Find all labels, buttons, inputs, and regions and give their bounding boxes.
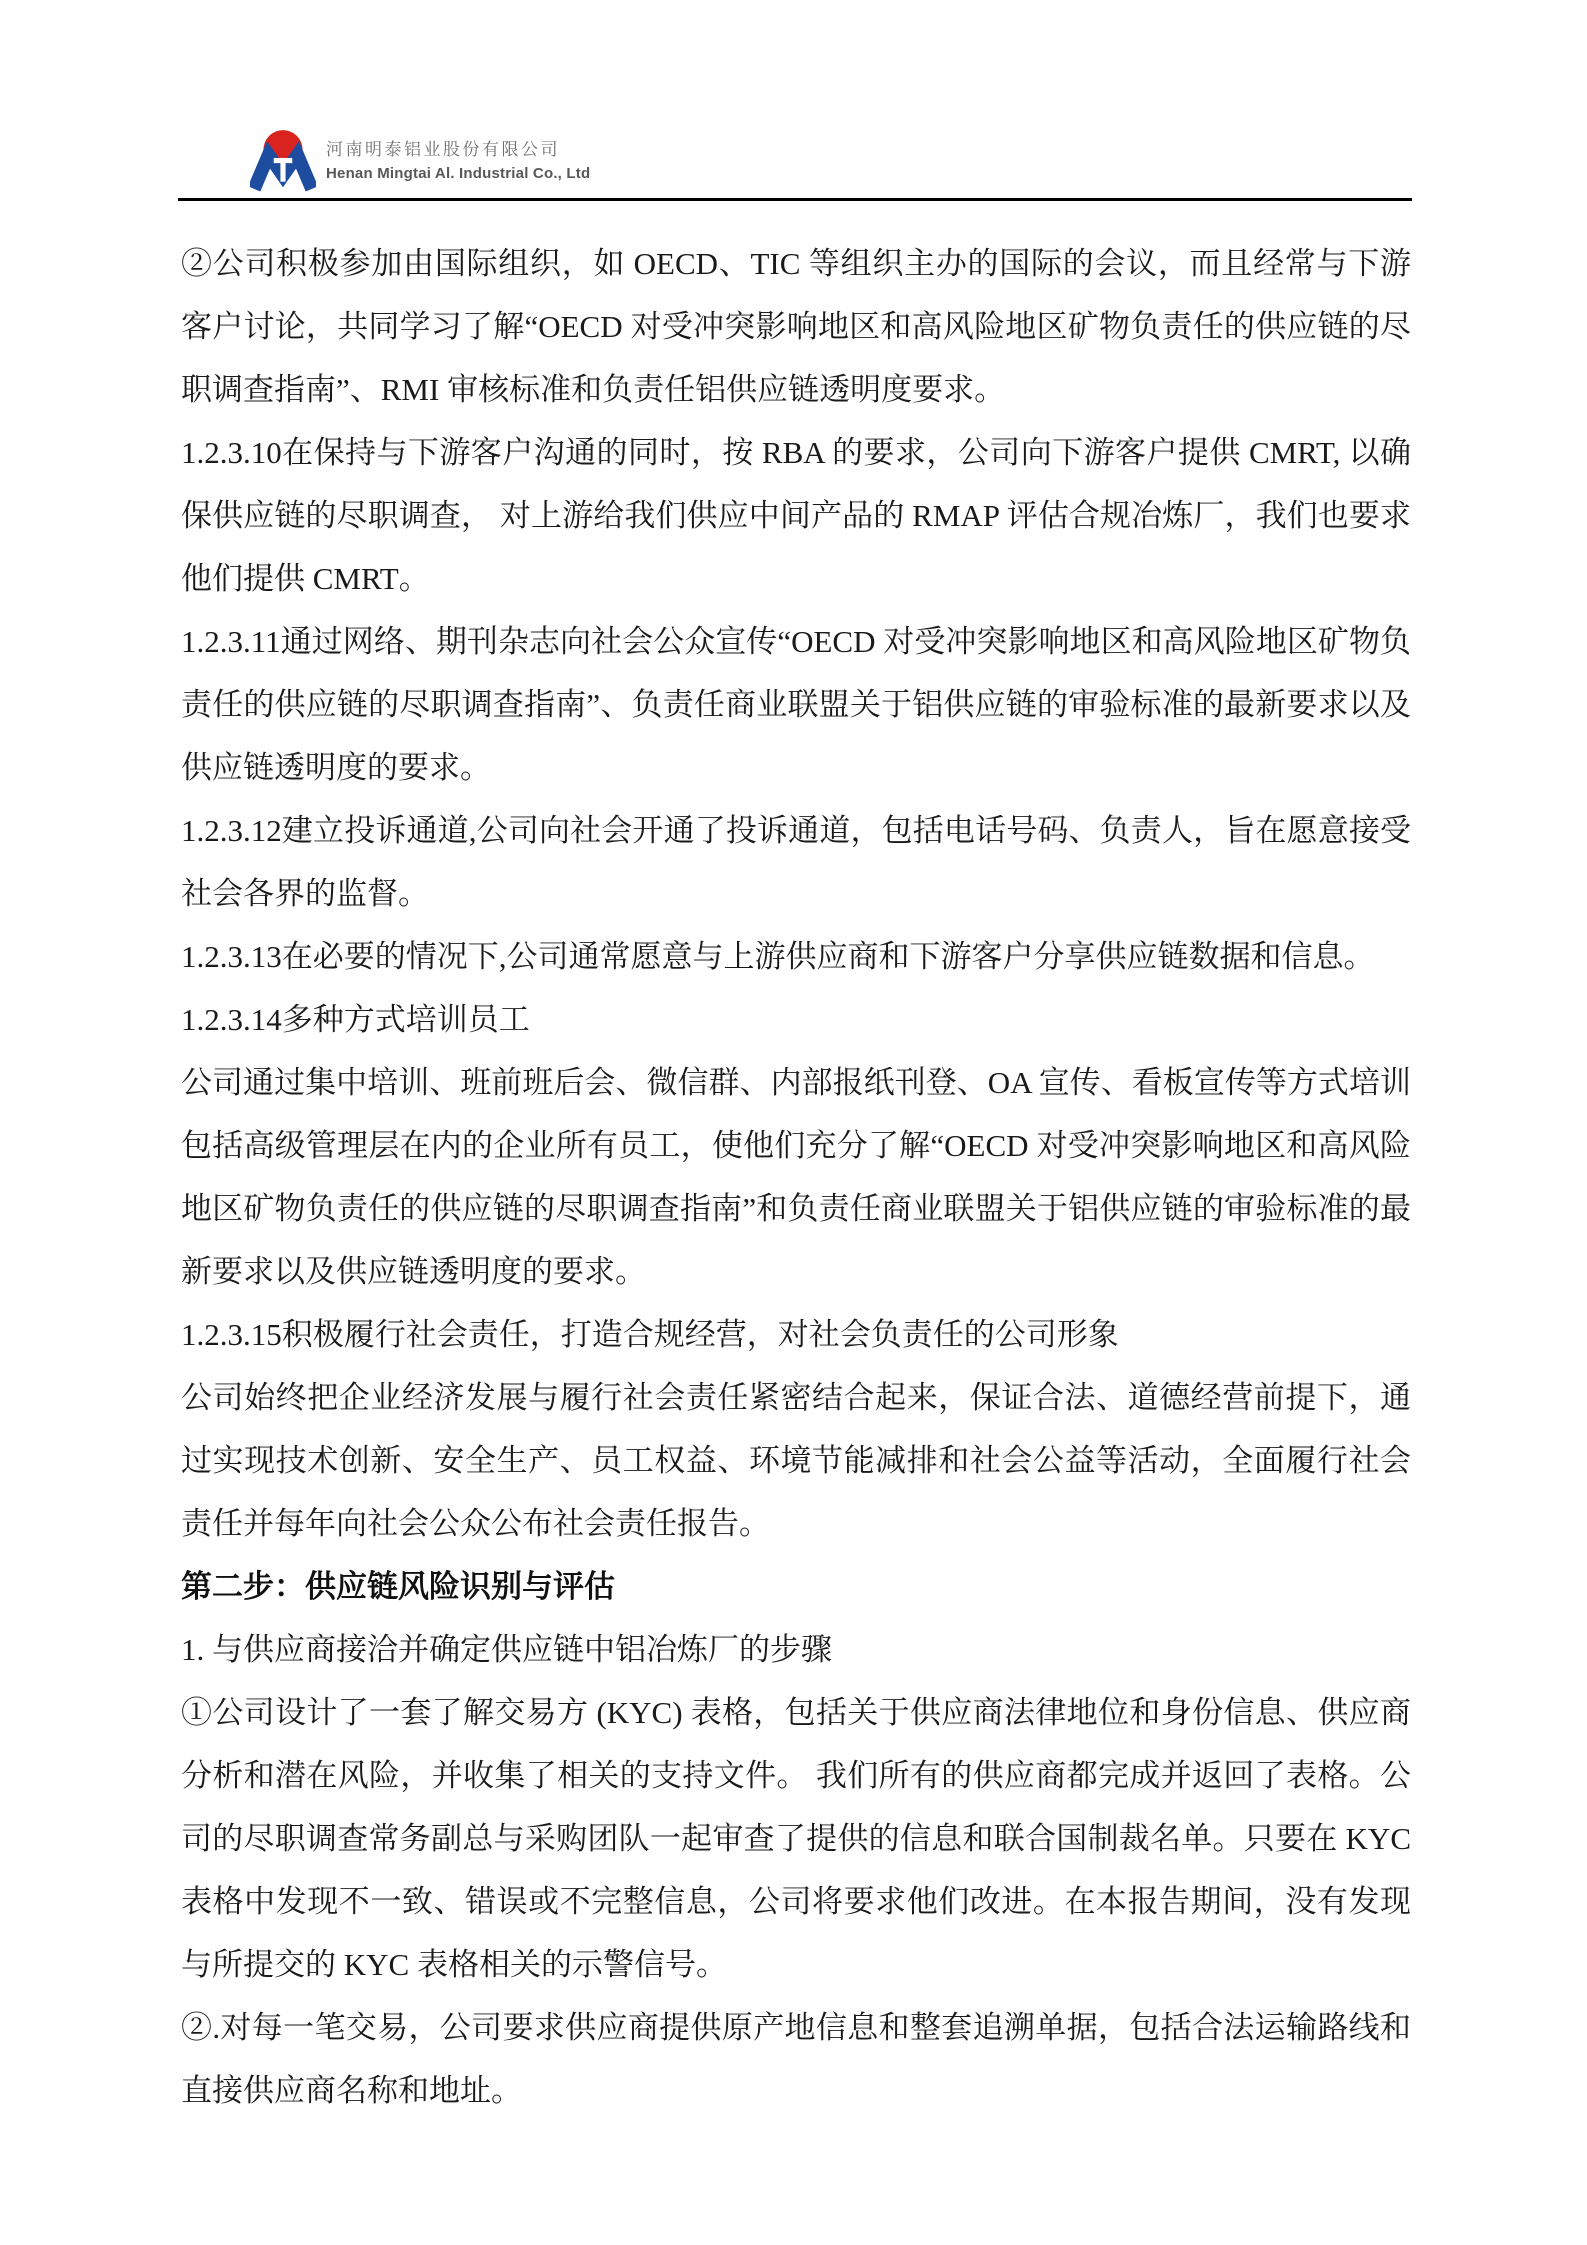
company-name-block (326, 126, 590, 182)
para-1-2-3-14: 1.2.3.14多种方式培训员工 (181, 1002, 530, 1037)
company-header (250, 126, 590, 192)
para-1-2-3-11: 1.2.3.11通过网络、期刊杂志向社会公众宣传“OECD 对受冲突影响地区和高风险地区矿物负责任的供应链的尽职调查指南”、负责任商业联盟关于铝供应链的审验标准的最新要求以及供应链透明度的要求。 (181, 624, 1411, 785)
para-step1-smelter-steps: 1. 与供应商接洽并确定供应链中铝冶炼厂的步骤 (181, 1632, 832, 1667)
header-divider (178, 198, 1412, 201)
logo-t-stem (280, 158, 285, 182)
para-1-2-3-10: 1.2.3.10在保持与下游客户沟通的同时，按 RBA 的要求，公司向下游客户提供 CMRT, 以确保供应链的尽职调查， 对上游给我们供应中间产品的 RMAP 评估合规冶炼厂，我们也要求他们提供 CMRT。 (181, 435, 1411, 596)
para-intro-item-2: ②公司积极参加由国际组织，如 OECD、TIC 等组织主办的国际的会议，而且经常与下游客户讨论，共同学习了解“OECD 对受冲突影响地区和高风险地区矿物负责任的供应链的尽职调查指南”、RMI 审核标准和负责任铝供应链透明度要求。 (181, 246, 1411, 407)
para-kyc-form: ①公司设计了一套了解交易方 (KYC) 表格，包括关于供应商法律地位和身份信息、供应商分析和潜在风险，并收集了相关的支持文件。 我们所有的供应商都完成并返回了表格。公司的尽职调查常务副总与采购团队一起审查了提供的信息和联合国制裁名单。只要在 KYC 表格中发现不一致、错误或不完整信息，公司将要求他们改进。在本报告期间，没有发现与所提交的 KYC 表格相关的示警信号。 (181, 1695, 1411, 1982)
para-training-methods: 公司通过集中培训、班前班后会、微信群、内部报纸刊登、OA 宣传、看板宣传等方式培训包括高级管理层在内的企业所有员工，使他们充分了解“OECD 对受冲突影响地区和高风险地区矿物负责任的供应链的尽职调查指南”和负责任商业联盟关于铝供应链的审验标准的最新要求以及供应链透明度的要求。 (181, 1065, 1411, 1289)
company-name-en: Henan Mingtai Al. Industrial Co., Ltd (326, 165, 591, 182)
company-logo-icon (250, 126, 316, 192)
para-1-2-3-12: 1.2.3.12建立投诉通道,公司向社会开通了投诉通道，包括电话号码、负责人，旨在愿意接受社会各界的监督。 (181, 813, 1411, 911)
para-traceability-docs: ②.对每一笔交易，公司要求供应商提供原产地信息和整套追溯单据，包括合法运输路线和直接供应商名称和地址。 (181, 2010, 1411, 2108)
para-1-2-3-13: 1.2.3.13在必要的情况下,公司通常愿意与上游供应商和下游客户分享供应链数据和信息。 (181, 939, 1375, 974)
company-name-zh: 河南明泰铝业股份有限公司 (326, 140, 560, 159)
heading-step-two: 第二步：供应链风险识别与评估 (181, 1569, 615, 1604)
para-social-responsibility: 公司始终把企业经济发展与履行社会责任紧密结合起来，保证合法、道德经营前提下，通过实现技术创新、安全生产、员工权益、环境节能减排和社会公益等活动，全面履行社会责任并每年向社会公众公布社会责任报告。 (181, 1380, 1411, 1541)
para-1-2-3-15: 1.2.3.15积极履行社会责任，打造合规经营，对社会负责任的公司形象 (181, 1317, 1119, 1352)
document-body (181, 232, 1411, 2122)
